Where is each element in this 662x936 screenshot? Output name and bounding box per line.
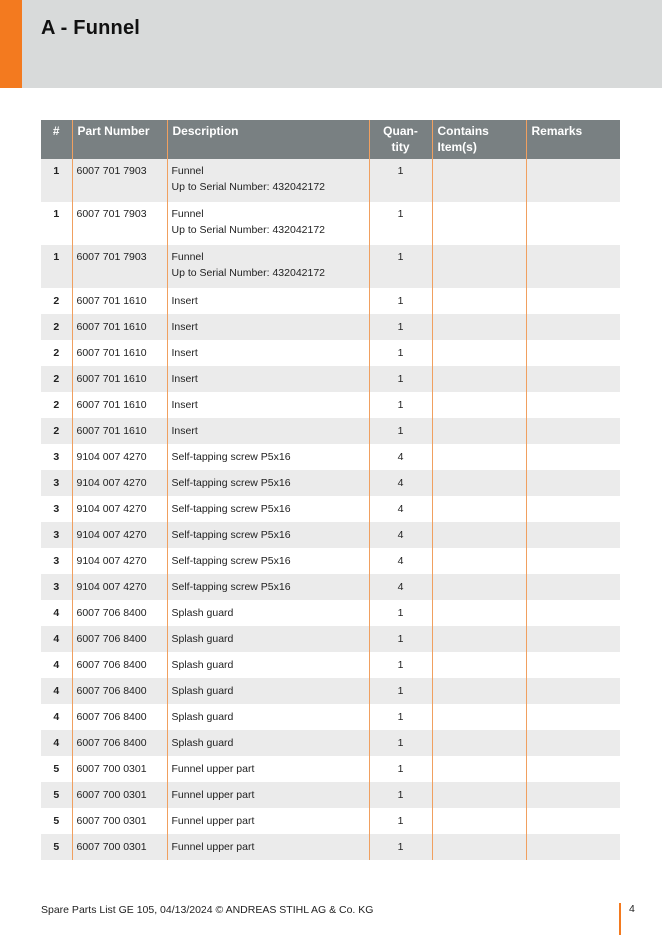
cell-item-number: 4 [41, 730, 72, 756]
header-contains-line1: Contains [437, 124, 489, 138]
cell-item-number: 1 [53, 208, 60, 220]
cell-part-number: 6007 701 7903 [72, 159, 167, 202]
cell-item-number: 3 [41, 470, 72, 496]
description-text: Splash guard [171, 685, 234, 697]
cell-remarks [526, 418, 620, 444]
cell-part-number: 6007 701 7903 [72, 245, 167, 288]
cell-contains-items [432, 340, 526, 366]
cell-item-number: 3 [41, 522, 72, 548]
footer-accent-bar [619, 903, 621, 935]
cell-quantity: 1 [369, 678, 432, 704]
cell-item-number: 4 [53, 659, 60, 671]
cell-part-number: 6007 700 0301 [72, 834, 167, 860]
cell-item-number: 5 [41, 834, 72, 860]
cell-remarks [526, 159, 620, 202]
cell-quantity: 1 [369, 314, 432, 340]
cell-item-number: 1 [41, 159, 72, 202]
header-band [0, 0, 662, 88]
cell-description [167, 756, 369, 782]
header-remarks: Remarks [526, 120, 620, 159]
header-contains-items [432, 120, 526, 159]
cell-description [167, 678, 369, 704]
cell-part-number: 6007 701 1610 [72, 366, 167, 392]
cell-part-number: 6007 706 8400 [72, 704, 167, 730]
cell-contains-items [432, 704, 526, 730]
table-row [41, 756, 620, 782]
page-title: A - Funnel [41, 17, 141, 39]
cell-quantity: 1 [369, 600, 432, 626]
header-num: # [41, 120, 72, 159]
cell-remarks [526, 756, 620, 782]
header-accent-bar [0, 0, 22, 88]
cell-description [167, 782, 369, 808]
cell-item-number: 3 [53, 503, 60, 515]
cell-item-number: 5 [53, 763, 60, 775]
description-text: Funnel upper part [171, 815, 255, 827]
table-row [41, 366, 620, 392]
cell-contains-items [432, 202, 526, 245]
table-row [41, 392, 620, 418]
description-text: Insert [171, 347, 198, 359]
cell-remarks [526, 704, 620, 730]
description-note: Up to Serial Number: 432042172 [171, 267, 326, 279]
table-row [41, 652, 620, 678]
cell-part-number: 6007 700 0301 [72, 808, 167, 834]
cell-quantity: 4 [369, 470, 432, 496]
table-row [41, 314, 620, 340]
cell-item-number: 2 [53, 347, 60, 359]
cell-remarks [526, 652, 620, 678]
cell-quantity: 1 [369, 782, 432, 808]
cell-item-number: 1 [41, 245, 72, 288]
header-description: Description [167, 120, 369, 159]
cell-quantity: 1 [369, 652, 432, 678]
cell-remarks [526, 574, 620, 600]
cell-remarks [526, 600, 620, 626]
cell-quantity: 1 [369, 756, 432, 782]
description-text: Funnel [171, 165, 204, 177]
cell-quantity: 1 [369, 392, 432, 418]
cell-part-number: 9104 007 4270 [72, 522, 167, 548]
description-text: Splash guard [171, 737, 234, 749]
description-text: Self-tapping screw P5x16 [171, 503, 291, 515]
header-part-number: Part Number [72, 120, 167, 159]
cell-remarks [526, 834, 620, 860]
cell-quantity: 1 [369, 626, 432, 652]
table-row [41, 340, 620, 366]
cell-part-number: 6007 701 1610 [72, 340, 167, 366]
cell-description [167, 834, 369, 860]
description-text: Funnel [171, 251, 204, 263]
header-quantity-line2: tity [391, 140, 410, 154]
cell-contains-items [432, 782, 526, 808]
cell-remarks [526, 782, 620, 808]
description-text: Self-tapping screw P5x16 [171, 477, 291, 489]
cell-part-number: 6007 701 1610 [72, 418, 167, 444]
cell-contains-items [432, 756, 526, 782]
cell-contains-items [432, 470, 526, 496]
cell-contains-items [432, 834, 526, 860]
cell-item-number: 2 [53, 399, 60, 411]
cell-item-number: 4 [53, 711, 60, 723]
cell-quantity: 1 [369, 288, 432, 314]
cell-part-number: 6007 706 8400 [72, 678, 167, 704]
description-note: Up to Serial Number: 432042172 [171, 181, 326, 193]
description-note: Up to Serial Number: 432042172 [171, 224, 326, 236]
cell-item-number: 4 [41, 678, 72, 704]
cell-description [167, 626, 369, 652]
cell-quantity: 4 [369, 496, 432, 522]
table-row [41, 245, 620, 288]
cell-part-number: 6007 701 1610 [72, 392, 167, 418]
cell-contains-items [432, 314, 526, 340]
cell-contains-items [432, 366, 526, 392]
cell-description [167, 418, 369, 444]
description-text: Funnel upper part [171, 789, 255, 801]
cell-description [167, 245, 369, 288]
cell-remarks [526, 548, 620, 574]
cell-item-number: 3 [41, 574, 72, 600]
cell-contains-items [432, 288, 526, 314]
cell-description [167, 522, 369, 548]
table-row [41, 704, 620, 730]
cell-remarks [526, 678, 620, 704]
table-row [41, 730, 620, 756]
cell-description [167, 808, 369, 834]
table-row [41, 626, 620, 652]
table-row [41, 496, 620, 522]
description-text: Insert [171, 399, 198, 411]
cell-description [167, 366, 369, 392]
cell-contains-items [432, 730, 526, 756]
table-row [41, 808, 620, 834]
cell-part-number: 6007 701 1610 [72, 288, 167, 314]
description-text: Splash guard [171, 659, 234, 671]
description-text: Insert [171, 373, 198, 385]
cell-description [167, 470, 369, 496]
parts-table [41, 120, 620, 860]
cell-part-number: 9104 007 4270 [72, 496, 167, 522]
cell-contains-items [432, 522, 526, 548]
cell-remarks [526, 245, 620, 288]
page-number: 4 [629, 903, 635, 915]
header-quantity [369, 120, 432, 159]
table-row [41, 418, 620, 444]
table-row [41, 444, 620, 470]
cell-contains-items [432, 444, 526, 470]
cell-part-number: 9104 007 4270 [72, 574, 167, 600]
cell-part-number: 6007 706 8400 [72, 652, 167, 678]
cell-part-number: 6007 700 0301 [72, 782, 167, 808]
cell-quantity: 1 [369, 418, 432, 444]
cell-quantity: 1 [369, 808, 432, 834]
cell-contains-items [432, 392, 526, 418]
table-header-row [41, 120, 620, 159]
cell-description [167, 288, 369, 314]
cell-remarks [526, 626, 620, 652]
cell-contains-items [432, 626, 526, 652]
cell-part-number: 9104 007 4270 [72, 548, 167, 574]
description-text: Splash guard [171, 633, 234, 645]
cell-remarks [526, 314, 620, 340]
cell-contains-items [432, 652, 526, 678]
cell-contains-items [432, 418, 526, 444]
description-text: Funnel [171, 208, 204, 220]
cell-part-number: 6007 706 8400 [72, 730, 167, 756]
description-text: Funnel upper part [171, 841, 255, 853]
table-row [41, 522, 620, 548]
cell-contains-items [432, 574, 526, 600]
cell-description [167, 496, 369, 522]
cell-description [167, 444, 369, 470]
cell-remarks [526, 522, 620, 548]
description-text: Self-tapping screw P5x16 [171, 555, 291, 567]
cell-item-number: 5 [53, 815, 60, 827]
cell-part-number: 6007 700 0301 [72, 756, 167, 782]
cell-part-number: 6007 701 7903 [72, 202, 167, 245]
table-row [41, 574, 620, 600]
cell-contains-items [432, 159, 526, 202]
cell-description [167, 730, 369, 756]
cell-item-number: 2 [41, 366, 72, 392]
table-row [41, 548, 620, 574]
cell-quantity: 4 [369, 548, 432, 574]
cell-description [167, 159, 369, 202]
cell-item-number: 4 [41, 626, 72, 652]
description-text: Splash guard [171, 607, 234, 619]
description-text: Funnel upper part [171, 763, 255, 775]
cell-contains-items [432, 600, 526, 626]
cell-contains-items [432, 678, 526, 704]
table-row [41, 288, 620, 314]
table-row [41, 834, 620, 860]
cell-description [167, 574, 369, 600]
cell-item-number: 3 [53, 451, 60, 463]
cell-quantity: 1 [369, 730, 432, 756]
header-contains-line2: Item(s) [437, 140, 477, 154]
description-text: Insert [171, 425, 198, 437]
cell-description [167, 600, 369, 626]
cell-quantity: 4 [369, 522, 432, 548]
table-row [41, 159, 620, 202]
cell-remarks [526, 496, 620, 522]
cell-remarks [526, 730, 620, 756]
cell-contains-items [432, 245, 526, 288]
cell-part-number: 6007 706 8400 [72, 626, 167, 652]
cell-remarks [526, 470, 620, 496]
table-row [41, 600, 620, 626]
cell-remarks [526, 202, 620, 245]
description-text: Self-tapping screw P5x16 [171, 581, 291, 593]
cell-description [167, 548, 369, 574]
cell-item-number: 5 [41, 782, 72, 808]
cell-remarks [526, 288, 620, 314]
cell-part-number: 6007 706 8400 [72, 600, 167, 626]
cell-description [167, 340, 369, 366]
cell-item-number: 2 [41, 418, 72, 444]
table-row [41, 470, 620, 496]
cell-quantity: 1 [369, 245, 432, 288]
cell-contains-items [432, 808, 526, 834]
description-text: Self-tapping screw P5x16 [171, 529, 291, 541]
table-row [41, 202, 620, 245]
header-quantity-line1: Quan- [383, 124, 418, 138]
cell-quantity: 1 [369, 202, 432, 245]
cell-remarks [526, 366, 620, 392]
cell-remarks [526, 392, 620, 418]
description-text: Insert [171, 321, 198, 333]
cell-part-number: 6007 701 1610 [72, 314, 167, 340]
cell-item-number: 2 [41, 314, 72, 340]
cell-quantity: 1 [369, 340, 432, 366]
cell-contains-items [432, 548, 526, 574]
cell-description [167, 392, 369, 418]
cell-description [167, 314, 369, 340]
footer-text: Spare Parts List GE 105, 04/13/2024 © ANDREAS STIHL AG & Co. KG [41, 904, 374, 916]
cell-item-number: 4 [53, 607, 60, 619]
cell-item-number: 3 [53, 555, 60, 567]
cell-quantity: 1 [369, 704, 432, 730]
cell-quantity: 4 [369, 574, 432, 600]
cell-description [167, 202, 369, 245]
cell-part-number: 9104 007 4270 [72, 470, 167, 496]
cell-remarks [526, 340, 620, 366]
cell-item-number: 2 [53, 295, 60, 307]
cell-remarks [526, 444, 620, 470]
cell-quantity: 1 [369, 834, 432, 860]
table-row [41, 782, 620, 808]
cell-quantity: 4 [369, 444, 432, 470]
cell-quantity: 1 [369, 159, 432, 202]
description-text: Splash guard [171, 711, 234, 723]
cell-quantity: 1 [369, 366, 432, 392]
description-text: Insert [171, 295, 198, 307]
parts-table-body [41, 159, 620, 860]
description-text: Self-tapping screw P5x16 [171, 451, 291, 463]
cell-remarks [526, 808, 620, 834]
cell-description [167, 652, 369, 678]
cell-contains-items [432, 496, 526, 522]
table-row [41, 678, 620, 704]
cell-description [167, 704, 369, 730]
cell-part-number: 9104 007 4270 [72, 444, 167, 470]
